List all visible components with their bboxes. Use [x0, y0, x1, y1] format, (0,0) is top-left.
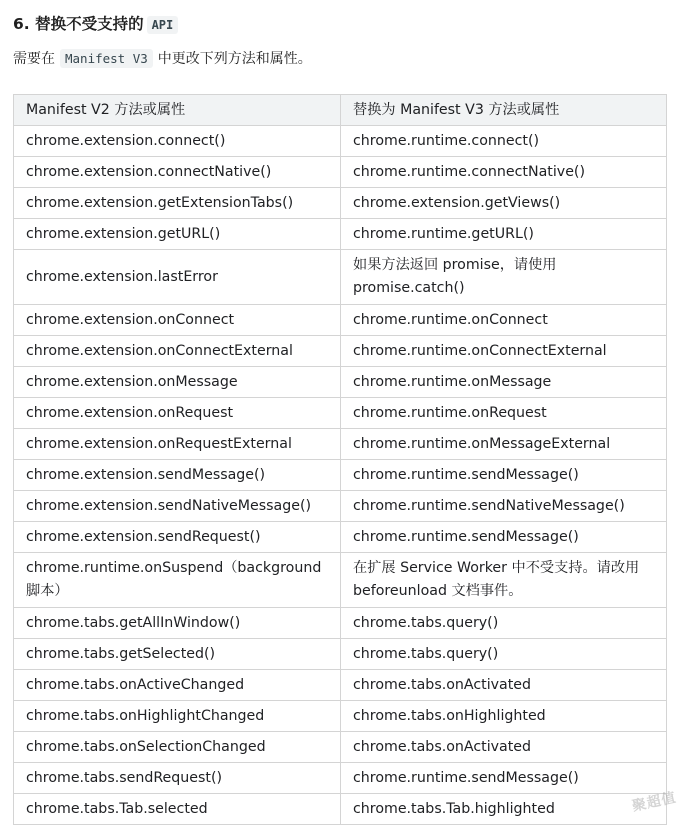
intro-after: 中更改下列方法和属性。 [157, 51, 312, 67]
table-row [14, 639, 667, 670]
table-cell-v2: chrome.extension.lastError [14, 250, 341, 305]
table-row [14, 429, 667, 460]
table-row [14, 608, 667, 639]
table-row [14, 522, 667, 553]
intro-paragraph [13, 47, 312, 71]
table-row [14, 763, 667, 794]
section-heading-text: 6. 替换不受支持的 [13, 14, 144, 33]
watermark-logo: 聚超值 [630, 789, 678, 815]
table-cell-v3: chrome.runtime.onConnectExternal [341, 336, 667, 367]
table-cell-v3: chrome.runtime.getURL() [341, 219, 667, 250]
table-cell-v3: 在扩展 Service Worker 中不受支持。请改用 beforeunload 文档事件。 [341, 553, 667, 608]
table-cell-v2: chrome.extension.sendRequest() [14, 522, 341, 553]
table-cell-v2: chrome.extension.onMessage [14, 367, 341, 398]
intro-before: 需要在 [13, 51, 55, 67]
table-row [14, 398, 667, 429]
table-row [14, 553, 667, 608]
table-cell-v2: chrome.extension.onRequest [14, 398, 341, 429]
table-row [14, 794, 667, 825]
table-cell-v3: chrome.runtime.sendMessage() [341, 522, 667, 553]
table-cell-v2: chrome.extension.onConnect [14, 305, 341, 336]
table-cell-v3: chrome.runtime.sendMessage() [341, 460, 667, 491]
table-row [14, 367, 667, 398]
table-cell-v3: chrome.runtime.onConnect [341, 305, 667, 336]
table-cell-v2: chrome.tabs.Tab.selected [14, 794, 341, 825]
table-cell-v2: chrome.extension.getExtensionTabs() [14, 188, 341, 219]
table-cell-v3: chrome.extension.getViews() [341, 188, 667, 219]
table-cell-v3: chrome.tabs.onActivated [341, 732, 667, 763]
table-cell-v3: chrome.runtime.sendMessage() [341, 763, 667, 794]
section-heading-code: API [147, 16, 179, 34]
table-cell-v3: chrome.runtime.onMessageExternal [341, 429, 667, 460]
table-cell-v2: chrome.runtime.onSuspend（background 脚本） [14, 553, 341, 608]
table-row [14, 157, 667, 188]
table-cell-v2: chrome.extension.connectNative() [14, 157, 341, 188]
table-cell-v3: 如果方法返回 promise，请使用 promise.catch() [341, 250, 667, 305]
table-cell-v3: chrome.tabs.onHighlighted [341, 701, 667, 732]
table-cell-v2: chrome.extension.sendNativeMessage() [14, 491, 341, 522]
table-cell-v3: chrome.runtime.connectNative() [341, 157, 667, 188]
table-row [14, 670, 667, 701]
table-cell-v3: chrome.runtime.onRequest [341, 398, 667, 429]
table-row [14, 305, 667, 336]
table-row [14, 701, 667, 732]
table-row [14, 460, 667, 491]
table-header-v3: 替换为 Manifest V3 方法或属性 [341, 95, 667, 126]
table-cell-v2: chrome.extension.getURL() [14, 219, 341, 250]
api-replacement-table [13, 94, 667, 825]
table-cell-v2: chrome.tabs.getAllInWindow() [14, 608, 341, 639]
table-cell-v2: chrome.extension.connect() [14, 126, 341, 157]
table-cell-v2: chrome.tabs.onHighlightChanged [14, 701, 341, 732]
table-cell-v2: chrome.tabs.sendRequest() [14, 763, 341, 794]
table-cell-v2: chrome.tabs.onSelectionChanged [14, 732, 341, 763]
table-cell-v2: chrome.extension.onConnectExternal [14, 336, 341, 367]
intro-code: Manifest V3 [60, 49, 153, 68]
table-cell-v3: chrome.tabs.onActivated [341, 670, 667, 701]
table-row [14, 188, 667, 219]
table-cell-v2: chrome.extension.sendMessage() [14, 460, 341, 491]
table-row [14, 336, 667, 367]
table-cell-v3: chrome.runtime.connect() [341, 126, 667, 157]
table-row [14, 732, 667, 763]
table-cell-v3: chrome.runtime.onMessage [341, 367, 667, 398]
table-cell-v2: chrome.extension.onRequestExternal [14, 429, 341, 460]
table-cell-v3: chrome.runtime.sendNativeMessage() [341, 491, 667, 522]
table-cell-v2: chrome.tabs.onActiveChanged [14, 670, 341, 701]
table-header-row [14, 95, 667, 126]
table-cell-v3: chrome.tabs.query() [341, 639, 667, 670]
table-header-v2: Manifest V2 方法或属性 [14, 95, 341, 126]
table-row [14, 126, 667, 157]
table-cell-v3: chrome.tabs.query() [341, 608, 667, 639]
table-row [14, 491, 667, 522]
table-row [14, 250, 667, 305]
table-cell-v2: chrome.tabs.getSelected() [14, 639, 341, 670]
table-row [14, 219, 667, 250]
section-heading [13, 13, 178, 37]
table-cell-v3: chrome.tabs.Tab.highlighted [341, 794, 667, 825]
